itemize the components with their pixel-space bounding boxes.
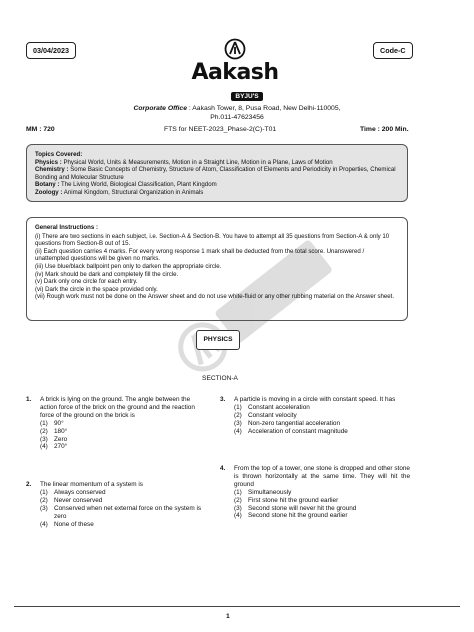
question-number: 4.: [220, 465, 226, 472]
date-text: 03/04/2023: [33, 46, 69, 55]
option: (3) Zero: [40, 435, 68, 443]
option: (2) Constant velocity: [234, 411, 297, 419]
topics-heading: Topics Covered:: [35, 151, 83, 158]
chemistry-label: Chemistry :: [35, 166, 69, 173]
instructions-box: [26, 217, 408, 321]
option: (3) Second stone will never hit the ground: [234, 504, 357, 512]
option: (2) 180°: [40, 427, 68, 435]
code-text: Code-C: [380, 46, 406, 55]
option: (1) Constant acceleration: [234, 403, 310, 411]
instruction-item: (ii) Each question carries 4 marks. For every wrong response 1 mark shall be deducted from the total score. Unanswered / unattempted questions will be given no marks.: [35, 247, 365, 263]
subject-heading: PHYSICS: [196, 330, 240, 350]
botany-label: Botany :: [35, 181, 60, 188]
option: (1) Simultaneously: [234, 488, 292, 496]
topics-zoology: [35, 189, 399, 197]
section-heading: SECTION-A: [202, 375, 238, 382]
topics-botany: [35, 181, 399, 189]
corporate-office: [60, 104, 414, 122]
footer-divider: [14, 606, 460, 607]
logo-word: Aakash: [191, 60, 279, 85]
time-allowed: Time : 200 Min.: [360, 126, 409, 133]
option: (4) Second stone hit the ground earlier: [234, 512, 348, 520]
option: (1) Always conserved: [40, 488, 106, 496]
code-tag: [373, 42, 413, 59]
instruction-item: (vii) Rough work must not be done on the Answer sheet and do not use white-fluid or any other rubbing material on the Answer sheet.: [35, 293, 395, 301]
chemistry-topics: Some Basic Concepts of Chemistry, Structure of Atom, Classification of Elements and Periodicity in Properties, Chemical Bonding and Molecular Structure: [35, 166, 396, 181]
office-address: : Aakash Tower, 8, Pusa Road, New Delhi-110005,: [188, 105, 341, 112]
instruction-item: (iii) Use blue/black ballpoint pen only to darken the appropriate circle.: [35, 262, 222, 270]
instruction-item: (iv) Mark should be dark and completely fill the circle.: [35, 270, 179, 278]
option: (2) Never conserved: [40, 496, 103, 504]
physics-label: Physics :: [35, 158, 62, 166]
zoology-label: Zoology :: [35, 188, 63, 196]
office-label: Corporate Office: [133, 105, 187, 112]
instructions-heading: General Instructions :: [35, 224, 98, 231]
botany-topics: The Living World, Biological Classification, Plant Kingdom: [60, 181, 217, 188]
question-text: The linear momentum of a system is: [40, 481, 143, 488]
option: (4) Acceleration of constant magnitude: [234, 427, 348, 435]
office-phone: Ph.011-47623456: [210, 114, 264, 121]
instruction-item: (vi) Dark the circle in the space provided only.: [35, 285, 158, 293]
option: (4) None of these: [40, 520, 94, 528]
aakash-logo: [170, 38, 300, 100]
question-number: 1.: [26, 396, 32, 403]
option: (2) First stone hit the ground earlier: [234, 496, 339, 504]
test-name: FTS for NEET-2023_Phase-2(C)-T01: [164, 126, 277, 133]
instruction-item: (i) There are two sections in each subject, i.e. Section-A & Section-B. You have to attempt all 35 questions from Section-A & only 10 questions from Section-B out of 15.: [35, 232, 390, 248]
logo-emblem-icon: [224, 38, 246, 60]
logo-byjus: BYJU'S: [231, 92, 262, 101]
topics-physics: [35, 159, 399, 167]
instruction-item: (v) Dark only one circle for each entry.: [35, 278, 138, 286]
max-marks: MM : 720: [26, 126, 55, 133]
physics-topics: Physical World, Units & Measurements, Motion in a Straight Line, Motion in a Plane, Laws of Motion: [63, 158, 333, 166]
date-tag: [26, 42, 76, 59]
topics-chemistry: [35, 166, 399, 181]
question-text: A particle is moving in a circle with constant speed. It has: [234, 396, 396, 403]
zoology-topics: Animal Kingdom, Structural Organization in Animals: [63, 188, 204, 196]
question-text: A brick is lying on the ground. The angle between the action force of the brick on the ground and the reaction force of the ground on the brick is: [40, 396, 195, 419]
page-number: 1: [226, 613, 230, 620]
question-text: From the top of a tower, one stone is dropped and other stone is thrown horizontally at the same time. They will hit the ground: [234, 465, 410, 488]
question-number: 3.: [220, 396, 226, 403]
topics-box: [26, 144, 408, 202]
option: (4) 270°: [40, 443, 68, 451]
option: (1) 90°: [40, 419, 64, 427]
option: (3) Conserved when net external force on the system is zero: [40, 504, 202, 520]
question-number: 2.: [26, 481, 32, 488]
option: (3) Non-zero tangential acceleration: [234, 419, 341, 427]
